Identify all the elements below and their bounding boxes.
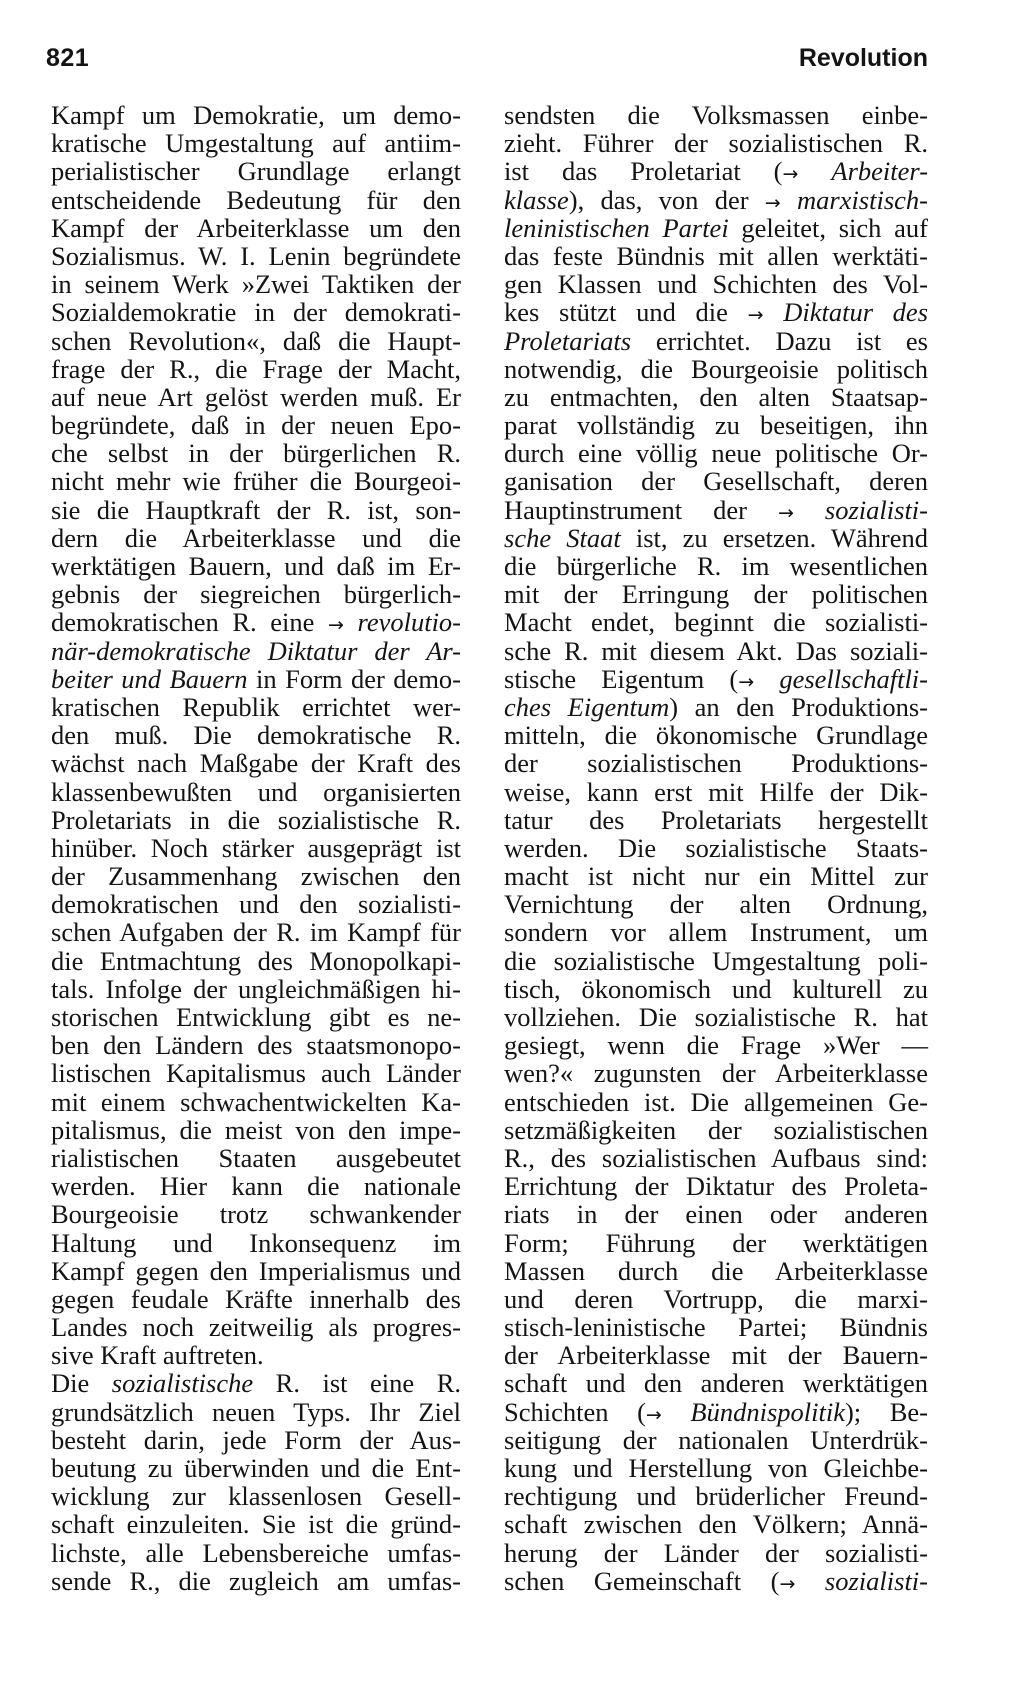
cross-reference-term[interactable]: revolutio- — [357, 607, 461, 638]
text-line: Macht endet, beginnt die sozialisti- — [504, 607, 928, 638]
text-line: grundsätzlich neuen Typs. Ihr Ziel — [51, 1396, 461, 1427]
text-line: Form; Führung der werktätigen — [504, 1227, 928, 1258]
text-line: Bourgeoisie trotz schwankender — [51, 1199, 461, 1230]
text-line: schaft zwischen den Völkern; Annä- — [504, 1509, 928, 1540]
text-line: zu entmachten, den alten Staatsap- — [504, 381, 928, 412]
text-line: schaft und den anderen werktätigen — [504, 1368, 928, 1399]
text-line: durch eine völlig neue politische Or- — [504, 438, 928, 469]
text-line: ist das Proletariat (→ Arbeiter- — [504, 156, 929, 187]
text-line: seitigung der nationalen Unterdrük- — [504, 1424, 928, 1455]
text-line: klassenbewußten und organisierten — [51, 776, 461, 807]
cross-reference-term[interactable]: marxistisch- — [796, 184, 928, 215]
text-line: werden. Hier kann die nationale — [51, 1171, 461, 1202]
text-line: Sozialismus. W. I. Lenin begründete — [51, 240, 461, 271]
text-line: ganisation der Gesellschaft, deren — [504, 466, 928, 497]
text-line: gebnis der siegreichen bürgerlich- — [51, 579, 461, 610]
text-line: mit einem schwachentwickelten Ka- — [51, 1086, 461, 1117]
text-line: weise, kann erst mit Hilfe der Dik- — [504, 776, 928, 807]
text-line: gegen feudale Kräfte innerhalb des — [51, 1283, 461, 1314]
cross-reference-arrow-icon: → — [779, 1572, 796, 1595]
cross-reference-term[interactable]: sche Staat — [504, 522, 621, 553]
text-line: Haltung und Inkonsequenz im — [51, 1227, 461, 1258]
text-line: kung und Herstellung von Gleichbe- — [504, 1453, 928, 1483]
text-line: tisch, ökonomisch und kulturell zu — [504, 973, 928, 1004]
text-line: Proletariats errichtet. Dazu ist es — [504, 325, 928, 356]
text-line: besteht darin, jede Form der Aus- — [51, 1424, 461, 1455]
text-line: listischen Kapitalismus auch Länder — [51, 1058, 461, 1089]
text-line: Sozialdemokratie in der demokrati- — [51, 297, 461, 328]
text-line: R., des sozialistischen Aufbaus sind: — [504, 1142, 928, 1173]
cross-reference-term[interactable]: klasse — [504, 184, 569, 215]
cross-reference-arrow-icon: → — [782, 163, 799, 186]
text-line: sondern vor allem Instrument, um — [504, 917, 928, 948]
text-line: demokratischen R. eine → revolutio- — [51, 607, 461, 638]
text-line: mitteln, die ökonomische Grundlage — [504, 720, 928, 751]
text-line: frage der R., die Frage der Macht, — [51, 353, 461, 384]
text-line: storischen Entwicklung gibt es ne- — [51, 1002, 461, 1032]
text-line: werktätigen Bauern, und daß im Er- — [51, 551, 461, 581]
text-line: Kampf gegen den Imperialismus und — [51, 1255, 461, 1286]
text-line: herung der Länder der sozialisti- — [504, 1537, 928, 1568]
text-line: Errichtung der Diktatur des Proleta- — [504, 1171, 928, 1202]
cross-reference-term[interactable]: gesellschaftli- — [779, 663, 928, 694]
text-line: das feste Bündnis mit allen werktäti- — [504, 240, 928, 271]
text-line: den muß. Die demokratische R. — [51, 720, 461, 751]
text-line: sche Staat ist, zu ersetzen. Während — [504, 522, 928, 553]
text-line: wicklung zur klassenlosen Gesell- — [51, 1481, 461, 1512]
text-line: Vernichtung der alten Ordnung, — [504, 889, 928, 920]
text-line: Hauptinstrument der → sozialisti- — [504, 494, 928, 525]
text-line: gen Klassen und Schichten des Vol- — [504, 269, 928, 300]
cross-reference-arrow-icon: → — [777, 501, 794, 524]
text-line: der Arbeiterklasse mit der Bauern- — [504, 1340, 928, 1371]
text-line: Massen durch die Arbeiterklasse — [504, 1255, 928, 1286]
text-line: Schichten (→ Bündnispolitik); Be- — [504, 1396, 929, 1427]
text-line: werden. Die sozialistische Staats- — [504, 832, 928, 863]
text-line: Kampf der Arbeiterklasse um den — [51, 212, 461, 243]
text-line: zieht. Führer der sozialistischen R. — [504, 128, 928, 159]
cross-reference-term[interactable]: leninistischen Partei — [504, 212, 729, 243]
text-line: ches Eigentum) an den Produktions- — [504, 691, 928, 722]
text-line: riats in der einen oder anderen — [504, 1199, 928, 1230]
text-line — [51, 637, 461, 665]
text-line: lichste, alle Lebensbereiche umfas- — [51, 1537, 461, 1568]
cross-reference-arrow-icon: → — [764, 191, 781, 214]
cross-reference-arrow-icon: → — [327, 614, 344, 637]
text-line: stisch-leninistische Partei; Bündnis — [504, 1312, 928, 1343]
text-line: entscheidende Bedeutung für den — [51, 184, 461, 215]
text-line: perialistischer Grundlage erlangt — [51, 156, 461, 187]
text-line: tals. Infolge der ungleichmäßigen hi- — [51, 973, 461, 1004]
cross-reference-term[interactable]: Proletariats — [504, 325, 632, 356]
page-number: 821 — [46, 44, 90, 72]
cross-reference-arrow-icon: → — [645, 1403, 662, 1426]
text-line: sie die Hauptkraft der R. ist, son- — [51, 494, 461, 525]
text-line: beutung zu überwinden und die Ent- — [51, 1453, 461, 1483]
text-line: entschieden ist. Die allgemeinen Ge- — [504, 1086, 928, 1117]
cross-reference-term[interactable]: sozialistische — [111, 1368, 254, 1399]
text-line: rialistischen Staaten ausgebeutet — [51, 1142, 461, 1173]
text-line: che selbst in der bürgerlichen R. — [51, 438, 461, 469]
cross-reference-term[interactable]: beiter und Bauern — [51, 663, 248, 694]
text-line: schen Revolution«, daß die Haupt- — [51, 325, 461, 356]
text-line: kes stützt und die → Diktatur des — [504, 297, 929, 328]
text-line: schen Aufgaben der R. im Kampf für — [51, 917, 461, 948]
cross-reference-term[interactable]: Arbeiter- — [831, 156, 929, 187]
text-line: nicht mehr wie früher die Bourgeoi- — [51, 466, 461, 497]
text-line: setzmäßigkeiten der sozialistischen — [504, 1114, 928, 1145]
text-line: in seinem Werk »Zwei Taktiken der — [51, 269, 461, 300]
text-line: parat vollständig zu beseitigen, ihn — [504, 410, 928, 441]
text-line: macht ist nicht nur ein Mittel zur — [504, 861, 928, 892]
text-line: demokratischen und den sozialisti- — [51, 889, 461, 920]
text-line: mit der Erringung der politischen — [504, 579, 928, 610]
text-line: sende R., die zugleich am umfas- — [51, 1565, 461, 1596]
text-line: rechtigung und brüderlicher Freund- — [504, 1481, 928, 1512]
cross-reference-term[interactable]: Diktatur des — [783, 297, 929, 328]
text-line: beiter und Bauern in Form der demo- — [51, 663, 462, 694]
text-line: die Entmachtung des Monopolkapi- — [51, 945, 461, 976]
text-line: Die sozialistische R. ist eine R. — [51, 1368, 462, 1399]
text-line: wen?« zugunsten der Arbeiterklasse — [504, 1058, 928, 1089]
text-column-left — [51, 101, 461, 1595]
text-line: Proletariats in die sozialistische R. — [51, 804, 461, 835]
text-line: kratischen Republik errichtet wer- — [51, 691, 461, 722]
text-line: sendsten die Volksmassen einbe- — [504, 100, 928, 130]
text-line: schen Gemeinschaft (→ sozialisti- — [504, 1565, 928, 1596]
text-line: die sozialistische Umgestaltung poli- — [504, 945, 928, 976]
text-line: der Zusammenhang zwischen den — [51, 861, 461, 892]
text-line: leninistischen Partei geleitet, sich auf — [504, 212, 928, 243]
text-column-right — [504, 101, 928, 1595]
text-line: kratische Umgestaltung auf antiim- — [51, 128, 461, 159]
text-line: hinüber. Noch stärker ausgeprägt ist — [51, 832, 461, 863]
cross-reference-term[interactable]: ches Eigentum — [504, 691, 670, 722]
text-line: stische Eigentum (→ gesellschaftli- — [504, 663, 928, 694]
text-line: Kampf um Demokratie, um demo- — [51, 100, 461, 130]
cross-reference-term[interactable]: sozialisti- — [824, 494, 928, 525]
text-line: und deren Vortrupp, die marxi- — [504, 1283, 928, 1314]
running-head: Revolution — [798, 44, 928, 72]
text-line: gesiegt, wenn die Frage »Wer — — [504, 1030, 928, 1061]
text-line: auf neue Art gelöst werden muß. Er — [51, 381, 461, 412]
text-line: die bürgerliche R. im wesentlichen — [504, 551, 928, 581]
text-line: sive Kraft auftreten. — [51, 1340, 264, 1371]
text-line: begründete, daß in der neuen Epo- — [51, 410, 461, 441]
text-line: schaft einzuleiten. Sie ist die gründ- — [51, 1509, 461, 1540]
text-line: wächst nach Maßgabe der Kraft des — [51, 748, 461, 779]
text-line: notwendig, die Bourgeoisie politisch — [504, 353, 928, 384]
text-line: der sozialistischen Produktions- — [504, 748, 928, 779]
text-line: klasse), das, von der → marxistisch- — [504, 184, 928, 215]
cross-reference-term[interactable]: sozialisti- — [824, 1565, 928, 1596]
text-line: dern die Arbeiterklasse und die — [51, 522, 461, 553]
cross-reference-term[interactable]: Bündnispolitik — [690, 1396, 845, 1427]
text-line: Landes noch zeitweilig als progres- — [51, 1312, 461, 1343]
text-line: pitalismus, die meist von den impe- — [51, 1114, 461, 1145]
cross-reference-term[interactable]: när-demokratische Diktatur der Ar- — [51, 635, 461, 666]
cross-reference-arrow-icon: → — [738, 670, 755, 693]
text-line: ben den Ländern des staatsmonopo- — [51, 1030, 461, 1061]
text-line: tatur des Proletariats hergestellt — [504, 804, 928, 835]
text-line: sche R. mit diesem Akt. Das soziali- — [504, 635, 928, 666]
cross-reference-arrow-icon: → — [747, 304, 764, 327]
text-line: vollziehen. Die sozialistische R. hat — [504, 1002, 928, 1032]
